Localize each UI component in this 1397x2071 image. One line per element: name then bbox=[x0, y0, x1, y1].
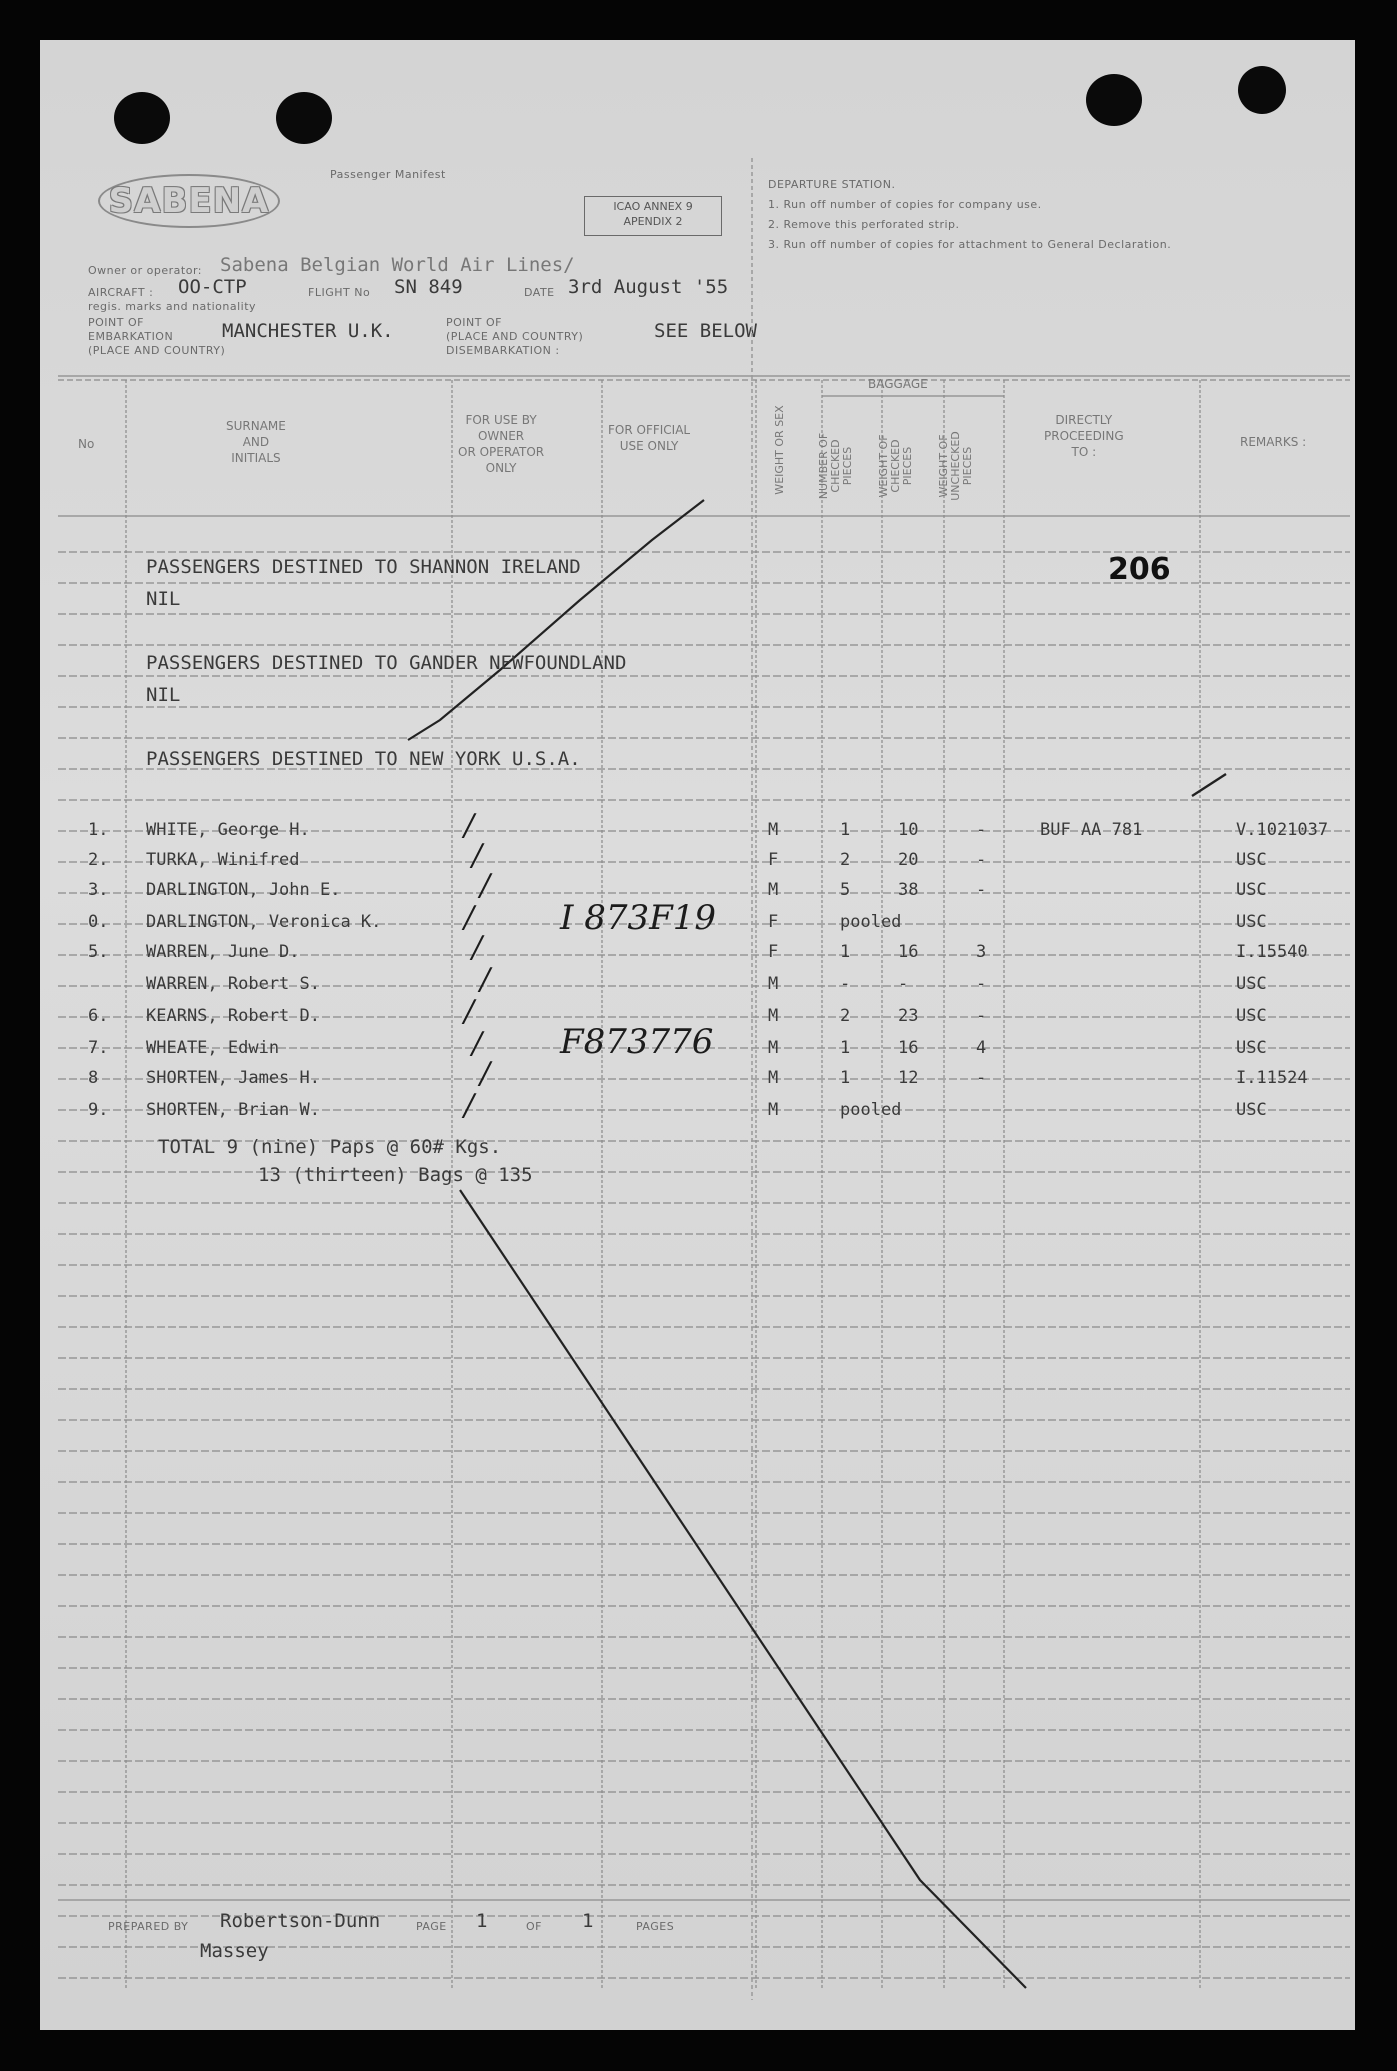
disembark-value: SEE BELOW bbox=[654, 320, 757, 342]
pax-pieces: 2 bbox=[840, 850, 851, 870]
check-mark: / bbox=[472, 930, 483, 965]
pax-unchecked: - bbox=[976, 1006, 987, 1026]
aircraft-value: OO-CTP bbox=[178, 276, 247, 298]
pax-unchecked: - bbox=[976, 1068, 987, 1088]
annex-line2: APENDIX 2 bbox=[623, 215, 683, 228]
totals-line-1: TOTAL 9 (nine) Paps @ 60# Kgs. bbox=[158, 1136, 502, 1158]
pax-name: TURKA, Winifred bbox=[146, 850, 300, 870]
pax-weight: 23 bbox=[898, 1006, 919, 1026]
pax-remarks: USC bbox=[1236, 912, 1267, 932]
pax-remarks: USC bbox=[1236, 974, 1267, 994]
embark-value: MANCHESTER U.K. bbox=[222, 320, 394, 342]
pax-name: DARLINGTON, John E. bbox=[146, 880, 341, 900]
pax-sex: F bbox=[768, 912, 779, 932]
pax-no: 2. bbox=[88, 850, 109, 870]
embark-label-2: EMBARKATION bbox=[88, 330, 174, 343]
prepared-value-2: Massey bbox=[200, 1940, 269, 1962]
pax-sex: M bbox=[768, 1068, 779, 1088]
embark-label-3: (PLACE AND COUNTRY) bbox=[88, 344, 226, 357]
pax-remarks: I.15540 bbox=[1236, 942, 1308, 962]
pax-sex: M bbox=[768, 820, 779, 840]
check-mark: / bbox=[480, 1056, 491, 1091]
pax-remarks: I.11524 bbox=[1236, 1068, 1308, 1088]
pax-pieces: 1 bbox=[840, 1038, 851, 1058]
check-mark: / bbox=[472, 1026, 483, 1061]
pax-weight: 16 bbox=[898, 942, 919, 962]
annex-line1: ICAO ANNEX 9 bbox=[613, 200, 693, 213]
pax-pieces: 1 bbox=[840, 820, 851, 840]
pax-weight: 12 bbox=[898, 1068, 919, 1088]
instruction-3: 3. Run off number of copies for attachment to General Declaration. bbox=[768, 238, 1172, 251]
pax-weight: 16 bbox=[898, 1038, 919, 1058]
pax-pieces: 5 bbox=[840, 880, 851, 900]
of-label: OF bbox=[526, 1920, 542, 1933]
pax-weight: 38 bbox=[898, 880, 919, 900]
col-header-num-checked: NUMBER OF CHECKED PIECES bbox=[817, 432, 854, 500]
col-header-baggage: BAGGAGE bbox=[868, 377, 928, 391]
prepared-label: PREPARED BY bbox=[108, 1920, 189, 1933]
flight-label: FLIGHT No bbox=[308, 286, 371, 299]
pax-weight: 20 bbox=[898, 850, 919, 870]
pax-remarks: USC bbox=[1236, 1038, 1267, 1058]
totals-line-2: 13 (thirteen) Bags @ 135 bbox=[258, 1164, 533, 1186]
page-label: PAGE bbox=[416, 1920, 447, 1933]
group-title-shannon: PASSENGERS DESTINED TO SHANNON IRELAND bbox=[146, 556, 581, 578]
col-header-official: FOR OFFICIAL USE ONLY bbox=[608, 423, 691, 453]
embark-label-1: POINT OF bbox=[88, 316, 144, 329]
check-mark: / bbox=[464, 1088, 475, 1123]
check-mark: / bbox=[464, 808, 475, 843]
group-note-shannon: NIL bbox=[146, 588, 181, 610]
pax-sex: F bbox=[768, 850, 779, 870]
pen-tick-remark bbox=[1192, 774, 1226, 796]
col-header-wt-unchecked: WEIGHT OF UNCHECKED PIECES bbox=[937, 431, 974, 501]
flight-value: SN 849 bbox=[394, 276, 463, 298]
col-header-surname: SURNAME AND INITIALS bbox=[226, 419, 286, 465]
pax-no: 8 bbox=[88, 1068, 99, 1088]
group-title-gander: PASSENGERS DESTINED TO GANDER NEWFOUNDLAND bbox=[146, 652, 627, 674]
pax-no: 6. bbox=[88, 1006, 109, 1026]
pax-no: 3. bbox=[88, 880, 109, 900]
pax-weight: - bbox=[898, 974, 909, 994]
departure-station-label: DEPARTURE STATION. bbox=[768, 178, 896, 191]
pax-remarks: USC bbox=[1236, 880, 1267, 900]
of-value: 1 bbox=[582, 1910, 594, 1932]
pax-sex: M bbox=[768, 1006, 779, 1026]
pax-no: 9. bbox=[88, 1100, 109, 1120]
pax-remarks: USC bbox=[1236, 1006, 1267, 1026]
stamp-number: 206 bbox=[1108, 552, 1171, 587]
pax-name: SHORTEN, Brian W. bbox=[146, 1100, 320, 1120]
pax-unchecked: - bbox=[976, 974, 987, 994]
pax-name: KEARNS, Robert D. bbox=[146, 1006, 320, 1026]
pax-proceeding: BUF AA 781 bbox=[1040, 820, 1143, 840]
handwritten-note-1: I 873F19 bbox=[560, 898, 716, 938]
aircraft-label: AIRCRAFT : bbox=[88, 286, 154, 299]
pax-remarks: USC bbox=[1236, 850, 1267, 870]
pax-unchecked: 4 bbox=[976, 1038, 987, 1058]
pen-stroke-lower bbox=[460, 1190, 1026, 1988]
col-header-weight-sex: WEIGHT OR SEX bbox=[773, 405, 786, 495]
pax-unchecked: - bbox=[976, 820, 987, 840]
pax-pieces: pooled bbox=[840, 912, 902, 932]
pax-sex: M bbox=[768, 880, 779, 900]
pax-pieces: 2 bbox=[840, 1006, 851, 1026]
col-header-proceeding: DIRECTLY PROCEEDING TO : bbox=[1044, 413, 1124, 459]
pax-remarks: V.1021037 bbox=[1236, 820, 1329, 840]
check-mark: / bbox=[480, 868, 491, 903]
instruction-2: 2. Remove this perforated strip. bbox=[768, 218, 960, 231]
date-value: 3rd August '55 bbox=[568, 276, 729, 298]
check-mark: / bbox=[472, 838, 483, 873]
check-mark: / bbox=[480, 962, 491, 997]
col-header-owner-use: FOR USE BY OWNER OR OPERATOR ONLY bbox=[458, 413, 545, 475]
handwritten-note-2: F873776 bbox=[560, 1022, 714, 1062]
pax-name: SHORTEN, James H. bbox=[146, 1068, 320, 1088]
check-mark: / bbox=[464, 900, 475, 935]
disembark-label-1: POINT OF bbox=[446, 316, 502, 329]
pax-name: WARREN, June D. bbox=[146, 942, 300, 962]
page-value: 1 bbox=[476, 1910, 488, 1932]
pax-sex: F bbox=[768, 942, 779, 962]
pax-pieces: 1 bbox=[840, 1068, 851, 1088]
manifest-sheet bbox=[40, 40, 1355, 2030]
pax-unchecked: - bbox=[976, 880, 987, 900]
prepared-value: Robertson-Dunn bbox=[220, 1910, 381, 1932]
col-header-remarks: REMARKS : bbox=[1240, 435, 1307, 449]
pax-no: 0. bbox=[88, 912, 109, 932]
owner-label: Owner or operator: bbox=[88, 264, 202, 277]
pax-name: WHITE, George H. bbox=[146, 820, 310, 840]
pages-label: PAGES bbox=[636, 1920, 675, 1933]
pax-unchecked: - bbox=[976, 850, 987, 870]
pax-name: WHEATE, Edwin bbox=[146, 1038, 280, 1058]
col-header-wt-checked: WEIGHT OF CHECKED PIECES bbox=[877, 434, 914, 498]
top-strip-text: Passenger Manifest bbox=[330, 168, 446, 181]
pax-pieces: 1 bbox=[840, 942, 851, 962]
pax-weight: 10 bbox=[898, 820, 919, 840]
pax-pieces: - bbox=[840, 974, 851, 994]
group-title-newyork: PASSENGERS DESTINED TO NEW YORK U.S.A. bbox=[146, 748, 581, 770]
disembark-label-3: DISEMBARKATION : bbox=[446, 344, 560, 357]
disembark-label-2: (PLACE AND COUNTRY) bbox=[446, 330, 584, 343]
pax-name: DARLINGTON, Veronica K. bbox=[146, 912, 382, 932]
pax-unchecked: 3 bbox=[976, 942, 987, 962]
pax-pieces: pooled bbox=[840, 1100, 902, 1120]
pax-name: WARREN, Robert S. bbox=[146, 974, 320, 994]
col-header-no: No bbox=[78, 437, 95, 451]
pax-no: 1. bbox=[88, 820, 109, 840]
group-note-gander: NIL bbox=[146, 684, 181, 706]
sabena-logo: SABENA bbox=[98, 174, 280, 228]
check-mark: / bbox=[464, 994, 475, 1029]
pax-sex: M bbox=[768, 974, 779, 994]
pax-no: 5. bbox=[88, 942, 109, 962]
date-label: DATE bbox=[524, 286, 555, 299]
pax-remarks: USC bbox=[1236, 1100, 1267, 1120]
pax-sex: M bbox=[768, 1038, 779, 1058]
owner-value: Sabena Belgian World Air Lines/ bbox=[220, 254, 575, 276]
pax-no: 7. bbox=[88, 1038, 109, 1058]
regis-label: regis. marks and nationality bbox=[88, 300, 257, 313]
instruction-1: 1. Run off number of copies for company use. bbox=[768, 198, 1042, 211]
pax-sex: M bbox=[768, 1100, 779, 1120]
